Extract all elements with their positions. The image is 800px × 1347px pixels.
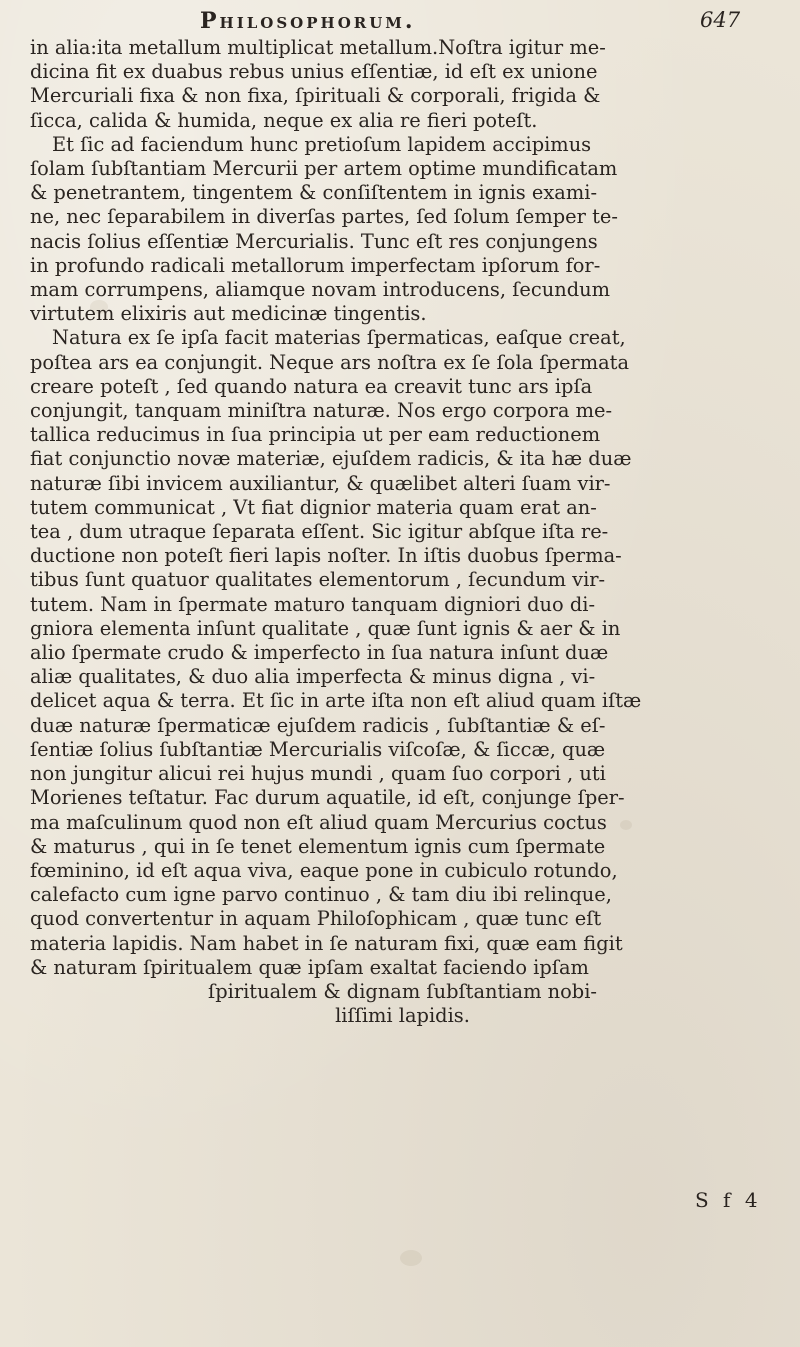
text-line: ſolam ſubſtantiam Mercurii per artem optime mundificatam <box>30 157 618 181</box>
text-line: mam corrumpens, aliamque novam introducens, ſecundum <box>30 278 610 302</box>
text-line: quod convertentur in aquam Philoſophicam , quæ tunc eſt <box>30 907 602 931</box>
text-line: Et ſic ad faciendum hunc pretioſum lapidem accipimus <box>52 132 592 156</box>
text-line: materia lapidis. Nam habet in ſe naturam fixi, quæ eam figit <box>30 931 623 955</box>
text-line: delicet aqua & terra. Et ſic in arte iſta non eſt aliud quam iſtæ <box>30 689 642 713</box>
text-line: alio ſpermate crudo & imperfecto in ſua natura inſunt duæ <box>30 641 609 665</box>
text-line: tallica reducimus in ſua principia ut per eam reductionem <box>30 423 601 447</box>
text-line: naturæ ſibi invicem auxiliantur, & quælibet alteri ſuam vir- <box>30 471 611 495</box>
text-line: virtutem elixiris aut medicinæ tingentis. <box>30 302 427 326</box>
body-text <box>30 36 775 1028</box>
text-line: ſpiritualem & dignam ſubſtantiam nobi- <box>208 979 597 1003</box>
paragraph-1 <box>30 36 775 133</box>
text-line: ne, nec ſeparabilem in diverſas partes, ſed ſolum ſemper te- <box>30 205 618 229</box>
page-number: 647 <box>700 8 741 32</box>
text-line: conjungit, tanquam miniſtra naturæ. Nos ergo corpora me- <box>30 399 613 423</box>
running-head: Philosophorum. <box>200 8 416 34</box>
text-line: tibus ſunt quatuor qualitates elementorum , ſecundum vir- <box>30 568 606 592</box>
text-line: tutem communicat , Vt fiat dignior materia quam erat an- <box>30 495 597 519</box>
foxing-spot <box>400 1250 422 1266</box>
text-line: & naturam ſpiritualem quæ ipſam exaltat faciendo ipſam <box>30 955 589 979</box>
text-line: calefacto cum igne parvo continuo , & tam diu ibi relinque, <box>30 883 612 907</box>
text-line: poſtea ars ea conjungit. Neque ars noſtra ex ſe ſola ſpermata <box>30 350 629 374</box>
text-line: non jungitur alicui rei hujus mundi , quam ſuo corpori , uti <box>30 762 606 786</box>
text-line: fiat conjunctio novæ materiæ, ejuſdem radicis, & ita hæ duæ <box>30 447 632 471</box>
text-line: in profundo radicali metallorum imperfectam ipſorum for- <box>30 253 601 277</box>
text-line: & penetrantem, tingentem & conſiſtentem in ignis exami- <box>30 181 598 205</box>
text-line: ma maſculinum quod non eſt aliud quam Mercurius coctus <box>30 810 607 834</box>
text-line: ſicca, calida & humida, neque ex alia re fieri poteſt. <box>30 108 538 132</box>
text-line: dicina fit ex duabus rebus unius eſſentiæ, id eſt ex unione <box>30 60 598 84</box>
text-line: aliæ qualitates, & duo alia imperfecta & minus digna , vi- <box>30 665 596 689</box>
text-line: Natura ex ſe ipſa facit materias ſpermaticas, eaſque creat, <box>52 326 626 350</box>
paragraph-3 <box>30 326 775 1028</box>
text-line: Morienes teſtatur. Fac durum aquatile, id eſt, conjunge ſper- <box>30 786 625 810</box>
text-line: fœminino, id eſt aqua viva, eaque pone in cubiculo rotundo, <box>30 858 618 882</box>
text-line: tutem. Nam in ſpermate maturo tanquam digniori duo di- <box>30 592 596 616</box>
text-line: ductione non poteſt fieri lapis noſter. In iſtis duobus ſperma- <box>30 544 622 568</box>
text-line: liſſimi lapidis. <box>335 1004 470 1028</box>
text-line: duæ naturæ ſpermaticæ ejuſdem radicis , ſubſtantiæ & eſ- <box>30 713 606 737</box>
text-line: creare poteſt , ſed quando natura ea creavit tunc ars ipſa <box>30 374 593 398</box>
text-line: & maturus , qui in ſe tenet elementum ignis cum ſpermate <box>30 834 606 858</box>
text-line: ſentiæ ſolius ſubſtantiæ Mercurialis viſcoſæ, & ſiccæ, quæ <box>30 737 606 761</box>
text-line: tea , dum utraque ſeparata eſſent. Sic igitur abſque iſta re- <box>30 520 609 544</box>
paragraph-2 <box>30 133 775 327</box>
signature-mark: S f 4 <box>695 1188 762 1212</box>
text-line: nacis ſolius eſſentiæ Mercurialis. Tunc eſt res conjungens <box>30 229 598 253</box>
text-line: gniora elementa inſunt qualitate , quæ ſunt ignis & aer & in <box>30 616 621 640</box>
text-line: in alia:ita metallum multiplicat metallum.Noſtra igitur me- <box>30 36 606 59</box>
page-header <box>0 6 800 36</box>
text-line: Mercuriali fixa & non fixa, ſpirituali & corporali, frigida & <box>30 84 601 108</box>
